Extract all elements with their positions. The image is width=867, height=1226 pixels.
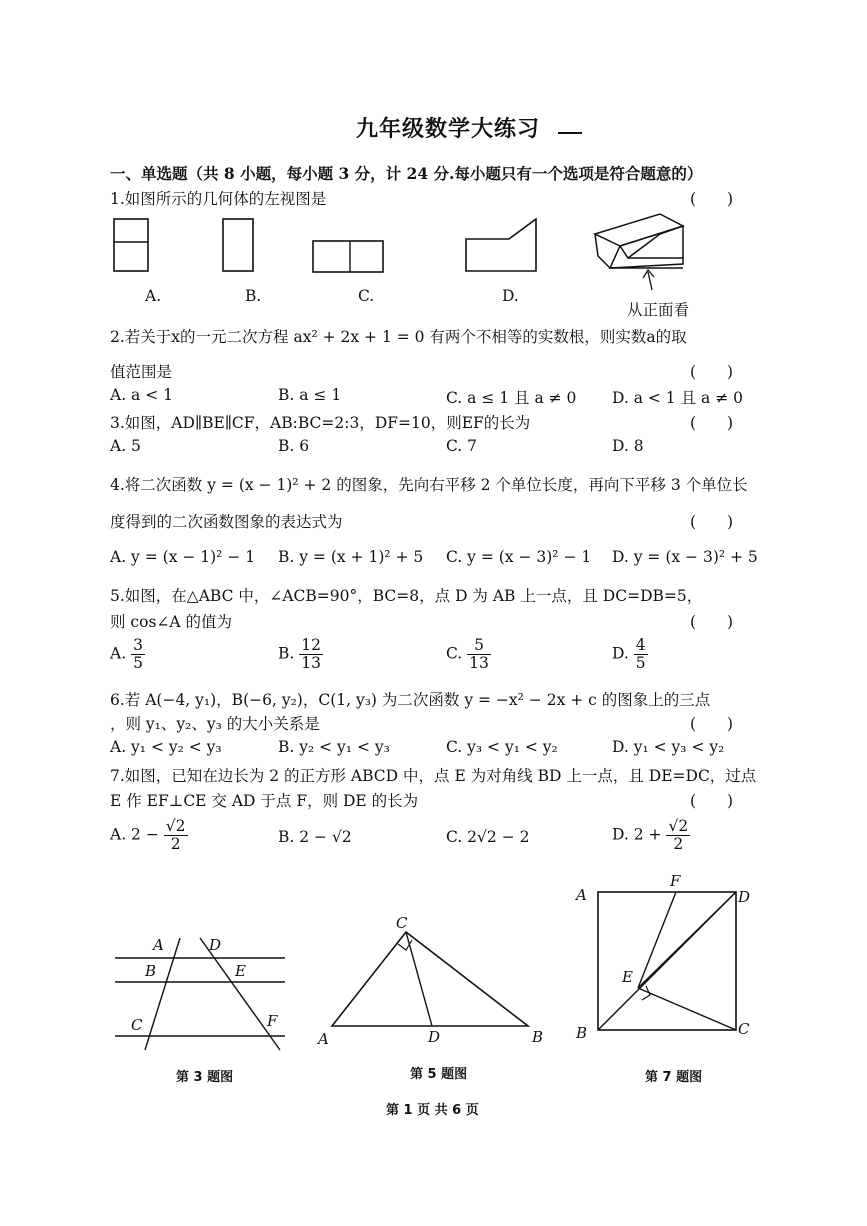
q5-option-d: D. $\frac{4}{5}$ <box>612 636 646 673</box>
q6-option-b: B. y₂ < y₁ < y₃ <box>278 738 390 756</box>
q5-option-a: A. $\frac{3}{5}$ <box>110 636 143 673</box>
q4-stem-line2: 度得到的二次函数图象的表达式为 <box>110 513 343 531</box>
q2-option-b: B. a ≤ 1 <box>278 386 342 404</box>
q2-option-a: A. a < 1 <box>110 386 173 404</box>
fig7-label-c: C <box>738 1020 750 1038</box>
page-title: 九年级数学大练习 <box>356 116 541 142</box>
q4-option-c: C. y = (x − 3)² − 1 <box>446 548 592 566</box>
fig3-label-d: D <box>209 936 222 954</box>
figure-5 <box>310 910 550 1050</box>
q6-option-d: D. y₁ < y₃ < y₂ <box>612 738 725 756</box>
fig3-label-c: C <box>131 1016 143 1034</box>
q1-view-label: 从正面看 <box>627 301 690 319</box>
q1-view-d <box>466 219 536 271</box>
fig3-label-f: F <box>267 1012 278 1030</box>
q7-stem-line1: 7.如图，已知在边长为 2 的正方形 ABCD 中，点 E 为对角线 BD 上一点，且 DE=DC，过点 <box>110 767 757 785</box>
title-underline <box>558 132 582 134</box>
q4-answer-paren: ( ) <box>690 513 734 531</box>
fig5-caption: 第 5 题图 <box>410 1067 468 1082</box>
q3-answer-paren: ( ) <box>690 414 734 432</box>
q2-stem-line2: 值范围是 <box>110 363 173 381</box>
q4-option-a: A. y = (x − 1)² − 1 <box>110 548 256 566</box>
q1-option-b: B. <box>245 287 262 305</box>
fig3-label-a: A <box>153 936 164 954</box>
q7-answer-paren: ( ) <box>690 792 734 810</box>
q1-option-d: D. <box>502 287 519 305</box>
fig3-label-b: B <box>145 962 157 980</box>
q4-option-b: B. y = (x + 1)² + 5 <box>278 548 424 566</box>
q5-answer-paren: ( ) <box>690 613 734 631</box>
fig7-label-e: E <box>622 968 633 986</box>
figure-3 <box>105 930 305 1060</box>
q5-option-b: B. $\frac{12}{13}$ <box>278 636 321 673</box>
q5-option-c: C. $\frac{5}{13}$ <box>446 636 489 673</box>
page-footer: 第 1 页 共 6 页 <box>386 1103 479 1118</box>
q1-view-b <box>223 219 253 271</box>
fig7-caption: 第 7 题图 <box>645 1070 703 1085</box>
q6-option-c: C. y₃ < y₁ < y₂ <box>446 738 558 756</box>
q3-option-a: A. 5 <box>110 437 141 455</box>
q3-stem: 3.如图，AD∥BE∥CF，AB:BC=2:3，DF=10，则EF的长为 <box>110 414 531 432</box>
q3-option-d: D. 8 <box>612 437 644 455</box>
fig7-label-f: F <box>670 872 681 890</box>
q2-option-d: D. a < 1 且 a ≠ 0 <box>612 389 743 407</box>
fig3-caption: 第 3 题图 <box>176 1070 234 1085</box>
q7-option-a: A. 2 − $\frac{√2}{2}$ <box>110 817 186 854</box>
q6-stem-line2: ，则 y₁、y₂、y₃ 的大小关系是 <box>110 715 320 733</box>
q1-option-c: C. <box>358 287 375 305</box>
fig5-label-d: D <box>428 1028 441 1046</box>
q7-option-c: C. 2√2 − 2 <box>446 828 530 846</box>
q1-figures <box>0 212 867 312</box>
q7-option-b: B. 2 − √2 <box>278 828 352 846</box>
q1-option-a: A. <box>145 287 162 305</box>
q3-option-c: C. 7 <box>446 437 478 455</box>
q2-option-c: C. a ≤ 1 且 a ≠ 0 <box>446 389 577 407</box>
q5-stem-line2: 则 cos∠A 的值为 <box>110 613 233 631</box>
q7-option-d: D. 2 + $\frac{√2}{2}$ <box>612 817 689 854</box>
q1-solid <box>595 214 683 268</box>
fig7-label-d: D <box>738 888 751 906</box>
q1-view-c <box>313 241 383 272</box>
fig3-label-e: E <box>235 962 246 980</box>
q1-answer-paren: ( ) <box>690 190 734 208</box>
section-header: 一、单选题（共 8 小题，每小题 3 分，计 24 分.每小题只有一个选项是符合题意的） <box>110 164 703 183</box>
q5-stem-line1: 5.如图，在△ABC 中，∠ACB=90°，BC=8，点 D 为 AB 上一点，且 DC=DB=5， <box>110 587 703 605</box>
q2-stem-line1: 2.若关于x的一元二次方程 ax² + 2x + 1 = 0 有两个不相等的实数根，则实数a的取 <box>110 328 687 346</box>
fig7-label-a: A <box>576 886 587 904</box>
q4-option-d: D. y = (x − 3)² + 5 <box>612 548 758 566</box>
q3-option-b: B. 6 <box>278 437 310 455</box>
fig7-label-b: B <box>576 1024 588 1042</box>
q6-stem-line1: 6.若 A(−4, y₁)，B(−6, y₂)，C(1, y₃) 为二次函数 y = −x² − 2x + c 的图象上的三点 <box>110 691 711 709</box>
fig5-label-c: C <box>396 914 408 932</box>
q2-answer-paren: ( ) <box>690 363 734 381</box>
q1-stem: 1.如图所示的几何体的左视图是 <box>110 190 327 208</box>
q7-stem-line2: E 作 EF⊥CE 交 AD 于点 F，则 DE 的长为 <box>110 792 419 810</box>
q1-view-a <box>114 219 148 271</box>
q4-stem-line1: 4.将二次函数 y = (x − 1)² + 2 的图象，先向右平移 2 个单位长度，再向下平移 3 个单位长 <box>110 476 748 494</box>
fig5-label-a: A <box>318 1030 329 1048</box>
fig5-label-b: B <box>532 1028 544 1046</box>
figure-7 <box>570 872 770 1042</box>
q6-option-a: A. y₁ < y₂ < y₃ <box>110 738 222 756</box>
q6-answer-paren: ( ) <box>690 715 734 733</box>
